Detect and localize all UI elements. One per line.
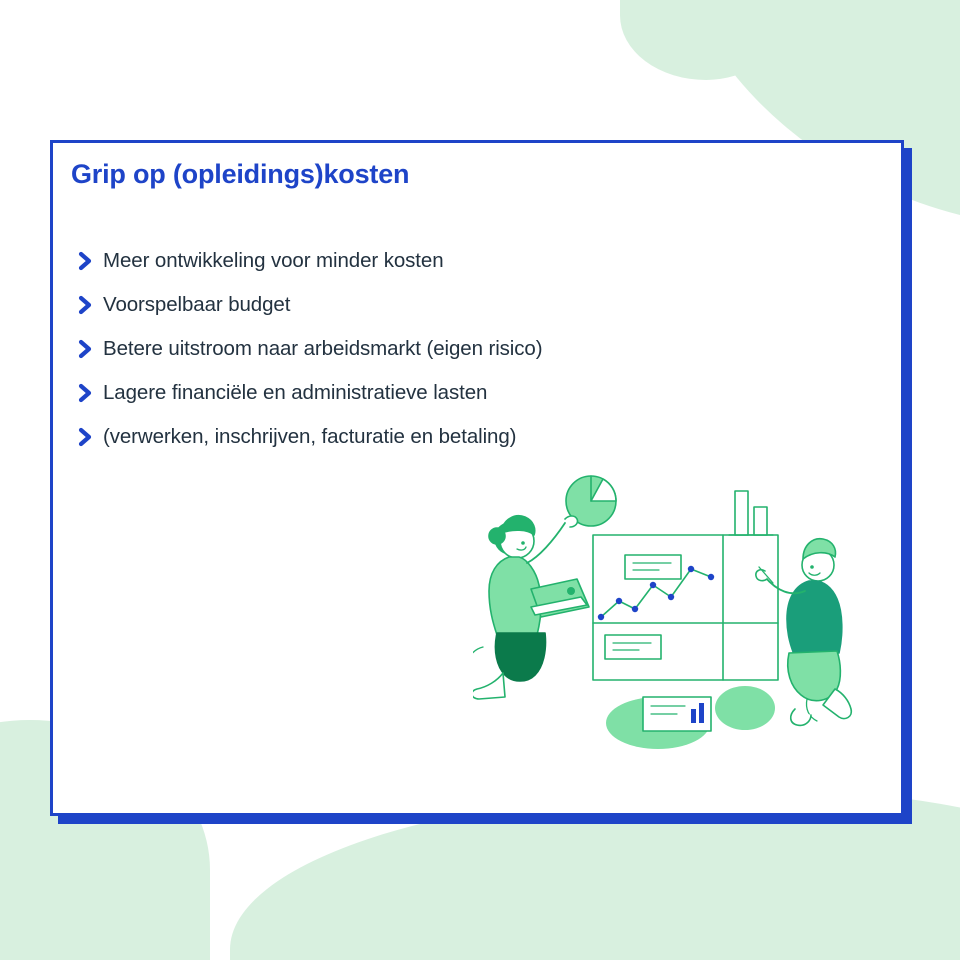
list-item-label: Voorspelbaar budget — [103, 292, 291, 316]
bullet-list — [69, 239, 769, 459]
list-item — [69, 327, 769, 371]
chevron-right-icon — [69, 426, 103, 448]
list-item-label: Lagere financiële en administratieve lasten — [103, 380, 488, 404]
list-item — [69, 415, 769, 459]
list-item — [69, 283, 769, 327]
list-item-label: Betere uitstroom naar arbeidsmarkt (eigen risico) — [103, 336, 543, 360]
slide-card — [50, 140, 904, 816]
chevron-right-icon — [69, 294, 103, 316]
chevron-right-icon — [69, 250, 103, 272]
list-item-label: Meer ontwikkeling voor minder kosten — [103, 248, 444, 272]
chevron-right-icon — [69, 338, 103, 360]
chevron-right-icon — [69, 382, 103, 404]
list-item — [69, 239, 769, 283]
list-item — [69, 371, 769, 415]
list-item-label: (verwerken, inschrijven, facturatie en betaling) — [103, 424, 517, 448]
data-analysis-illustration — [473, 473, 893, 783]
page-title: Grip op (opleidings)kosten — [71, 159, 410, 189]
